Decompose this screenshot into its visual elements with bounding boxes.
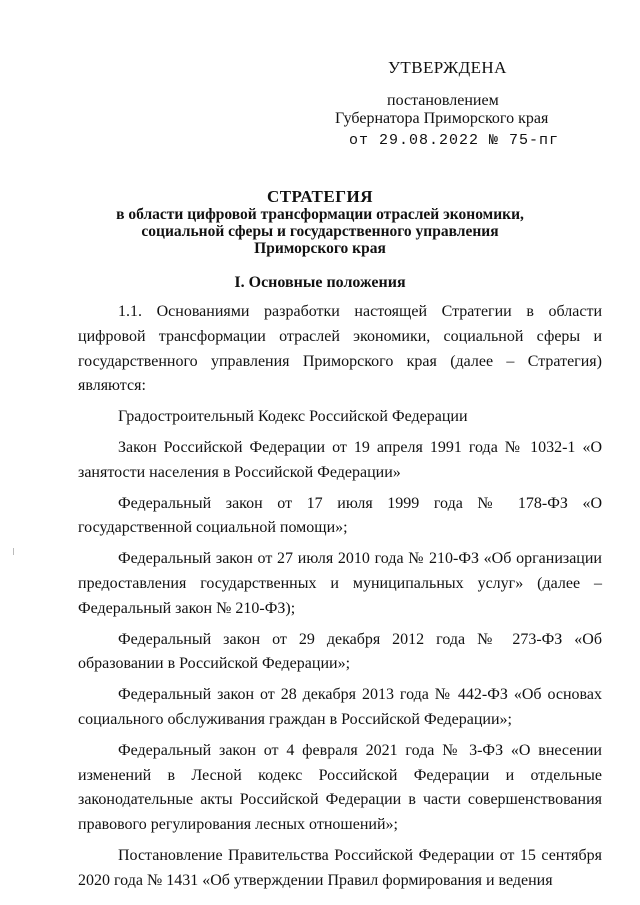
document-subtitle-line-1: в области цифровой трансформации отраслей экономики, — [116, 206, 524, 223]
approval-title: УТВЕРЖДЕНА — [388, 58, 507, 77]
document-subtitle-line-3: Приморского края — [254, 240, 386, 257]
document-subtitle-line-2: социальной сферы и государственного управления — [141, 223, 499, 240]
document-title: СТРАТЕГИЯ — [266, 187, 374, 206]
approval-date-number: от 29.08.2022 № 75-пг — [349, 132, 560, 149]
paragraph: Градостроительный Кодекс Российской Федерации — [118, 408, 468, 426]
document-title-block — [0, 188, 640, 257]
paragraph: Федеральный закон от 17 июля 1999 года № 178-ФЗ «О государственной социальной помощи»; — [78, 494, 602, 537]
approval-line-1: постановлением — [387, 92, 499, 109]
paragraph: Федеральный закон от 28 декабря 2013 года № 442-ФЗ «Об основах социального обслуживания граждан в Российской Федерации»; — [78, 686, 602, 728]
paragraph: 1.1. Основаниями разработки настоящей Стратегии в области цифровой трансформации отраслей экономики, социальной сферы и государственного управления Приморского края (далее – Стратегия) являются: — [78, 303, 602, 395]
paragraph: Закон Российской Федерации от 19 апреля 1991 года № 1032-1 «О занятости населения в Российской Федерации» — [78, 438, 602, 481]
paragraph: Постановление Правительства Российской Федерации от 15 сентября 2020 года № 1431 «Об утверждении Правил формирования и ведения — [78, 846, 602, 889]
scan-margin-mark — [13, 548, 14, 555]
paragraph: Федеральный закон от 29 декабря 2012 года № 273-ФЗ «Об образовании в Российской Федерации»; — [78, 630, 602, 673]
approval-line-2: Губернатора Приморского края — [335, 110, 549, 127]
document-body — [78, 300, 602, 894]
section-heading: I. Основные положения — [234, 274, 406, 291]
paragraph: Федеральный закон от 27 июля 2010 года № 210-ФЗ «Об организации предоставления государственных и муниципальных услуг» (далее – Федеральный закон № 210-ФЗ); — [78, 550, 602, 617]
paragraph: Федеральный закон от 4 февраля 2021 года № 3-ФЗ «О внесении изменений в Лесной кодекс Российской Федерации и отдельные законодательные акты Российской Федерации в части совершенствования правового регулирования лесных отношений»; — [78, 741, 602, 834]
